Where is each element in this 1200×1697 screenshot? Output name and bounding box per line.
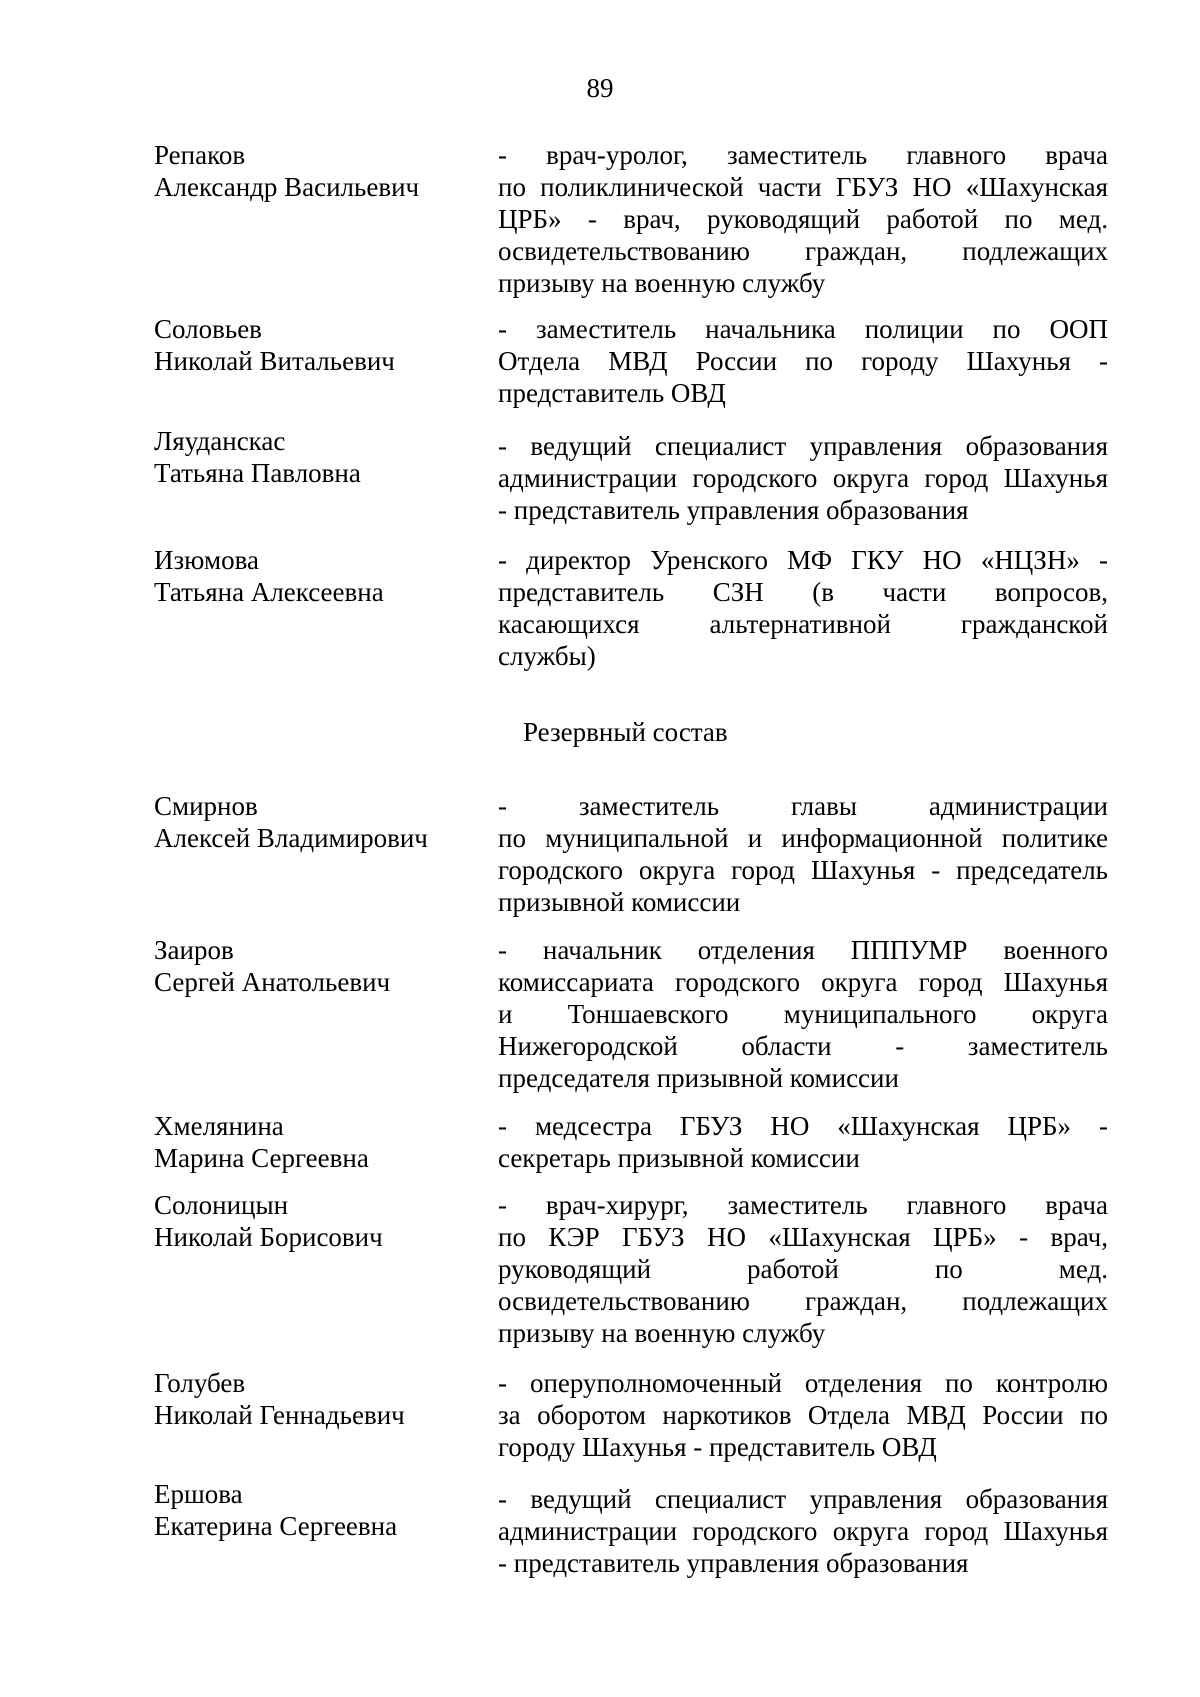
member-role bbox=[498, 430, 1108, 526]
role-line: городу Шахунья - представитель ОВД bbox=[498, 1432, 937, 1462]
role-line: Нижегородской области - заместитель bbox=[498, 1031, 1108, 1061]
role-line: по КЭР ГБУЗ НО «Шахунская ЦРБ» - врач, bbox=[498, 1222, 1108, 1252]
role-line: - директор Уренского МФ ГКУ НО «НЦЗН» - bbox=[498, 545, 1108, 575]
role-line: администрации городского округа город Шахунья bbox=[498, 463, 1108, 493]
role-line: призыву на военную службу bbox=[498, 1318, 826, 1348]
member-surname: Смирнов bbox=[154, 791, 258, 821]
member-given-names: Марина Сергеевна bbox=[154, 1143, 369, 1173]
member-given-names: Николай Геннадьевич bbox=[154, 1400, 405, 1430]
role-line: - врач-уролог, заместитель главного врача bbox=[498, 140, 1108, 170]
member-name bbox=[154, 313, 484, 377]
role-line: освидетельствованию граждан, подлежащих bbox=[498, 236, 1108, 266]
member-name bbox=[154, 139, 484, 203]
member-name bbox=[154, 425, 484, 489]
role-line: председателя призывной комиссии bbox=[498, 1063, 899, 1093]
member-surname: Изюмова bbox=[154, 545, 259, 575]
role-line: по поликлинической части ГБУЗ НО «Шахунская bbox=[498, 172, 1108, 202]
member-name bbox=[154, 934, 484, 998]
role-line: по муниципальной и информационной политике bbox=[498, 823, 1108, 853]
member-surname: Солоницын bbox=[154, 1190, 289, 1220]
member-name bbox=[154, 544, 484, 608]
member-name bbox=[154, 1110, 484, 1174]
member-name bbox=[154, 1189, 484, 1253]
role-line: призывной комиссии bbox=[498, 887, 741, 917]
role-line: - представитель управления образования bbox=[498, 1548, 969, 1578]
role-line: Отдела МВД России по городу Шахунья - bbox=[498, 346, 1108, 376]
role-line: - представитель управления образования bbox=[498, 495, 969, 525]
role-line: за оборотом наркотиков Отдела МВД России по bbox=[498, 1400, 1108, 1430]
member-surname: Репаков bbox=[154, 140, 246, 170]
member-given-names: Николай Борисович bbox=[154, 1222, 383, 1252]
role-line: секретарь призывной комиссии bbox=[498, 1143, 860, 1173]
member-given-names: Татьяна Алексеевна bbox=[154, 577, 384, 607]
role-line: призыву на военную службу bbox=[498, 268, 826, 298]
role-line: - заместитель главы администрации bbox=[498, 791, 1108, 821]
role-line: администрации городского округа город Шахунья bbox=[498, 1516, 1108, 1546]
member-given-names: Алексей Владимирович bbox=[154, 823, 428, 853]
role-line: службы) bbox=[498, 641, 596, 671]
role-line: и Тоншаевского муниципального округа bbox=[498, 999, 1108, 1029]
member-role bbox=[498, 313, 1108, 409]
member-surname: Ляуданскас bbox=[154, 426, 286, 456]
role-line: - ведущий специалист управления образования bbox=[498, 431, 1108, 461]
member-role bbox=[498, 934, 1108, 1094]
role-line: руководящий работой по мед. bbox=[498, 1254, 1108, 1284]
member-surname: Ершова bbox=[154, 1479, 243, 1509]
member-given-names: Сергей Анатольевич bbox=[154, 967, 391, 997]
member-name bbox=[154, 1478, 484, 1542]
role-line: представитель ОВД bbox=[498, 378, 726, 408]
member-role bbox=[498, 139, 1108, 299]
role-line: касающихся альтернативной гражданской bbox=[498, 609, 1108, 639]
member-role bbox=[498, 1367, 1108, 1463]
role-line: представитель СЗН (в части вопросов, bbox=[498, 577, 1108, 607]
member-role bbox=[498, 1483, 1108, 1579]
member-role bbox=[498, 544, 1108, 672]
role-line: ЦРБ» - врач, руководящий работой по мед. bbox=[498, 204, 1108, 234]
role-line: - врач-хирург, заместитель главного врача bbox=[498, 1190, 1108, 1220]
member-name bbox=[154, 1367, 484, 1431]
member-given-names: Екатерина Сергеевна bbox=[154, 1511, 398, 1541]
role-line: - оперуполномоченный отделения по контролю bbox=[498, 1368, 1108, 1398]
role-line: комиссариата городского округа город Шахунья bbox=[498, 967, 1108, 997]
role-line: - заместитель начальника полиции по ООП bbox=[498, 314, 1108, 344]
member-given-names: Николай Витальевич bbox=[154, 346, 395, 376]
member-given-names: Татьяна Павловна bbox=[154, 458, 361, 488]
member-surname: Голубев bbox=[154, 1368, 246, 1398]
page-number: 89 bbox=[586, 73, 614, 103]
member-given-names: Александр Васильевич bbox=[154, 172, 420, 202]
member-role bbox=[498, 1110, 1108, 1174]
role-line: - ведущий специалист управления образования bbox=[498, 1484, 1108, 1514]
member-name bbox=[154, 790, 484, 854]
role-line: - медсестра ГБУЗ НО «Шахунская ЦРБ» - bbox=[498, 1111, 1108, 1141]
member-role bbox=[498, 1189, 1108, 1349]
role-line: освидетельствованию граждан, подлежащих bbox=[498, 1286, 1108, 1316]
member-surname: Заиров bbox=[154, 935, 234, 965]
reserve-heading: Резервный состав bbox=[523, 717, 728, 747]
member-surname: Соловьев bbox=[154, 314, 262, 344]
role-line: - начальник отделения ПППУМР военного bbox=[498, 935, 1108, 965]
member-role bbox=[498, 790, 1108, 918]
role-line: городского округа город Шахунья - председатель bbox=[498, 855, 1108, 885]
member-surname: Хмелянина bbox=[154, 1111, 284, 1141]
